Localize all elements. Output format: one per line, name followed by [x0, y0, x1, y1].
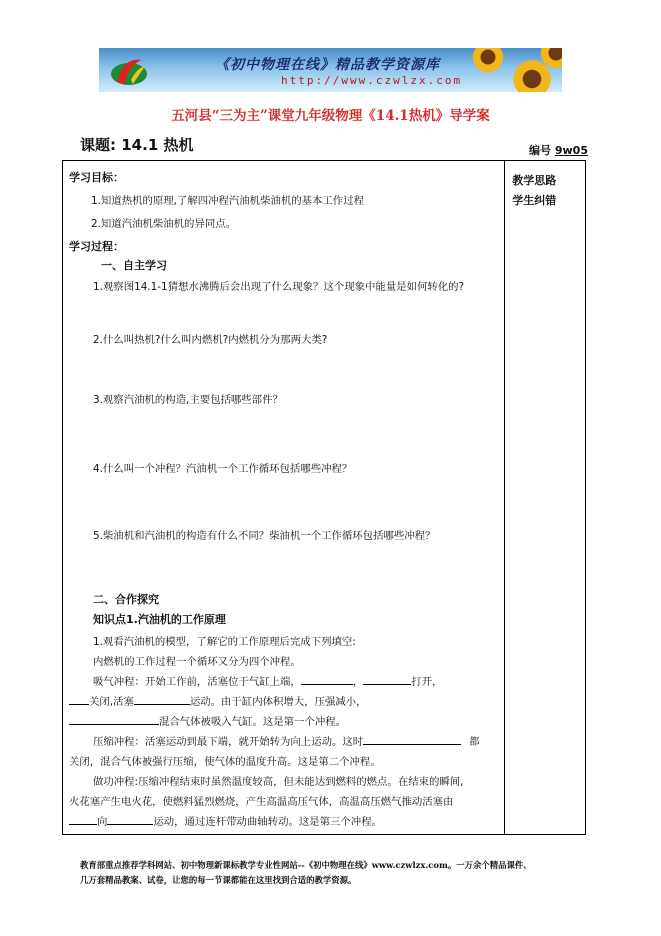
work-line-2: 火花塞产生电火花，使燃料猛烈燃烧，产生高温高压气体，高温高压燃气推动活塞由 — [69, 796, 454, 808]
serial-number — [529, 142, 588, 158]
compress-line-1: 压缩冲程：活塞运动到最下端，就开始转为向上运动。这时 都 — [93, 733, 480, 748]
question-item: 4.什么叫一个冲程？汽油机一个工作循环包括哪些冲程？ — [93, 463, 353, 475]
question-item: 3.观察汽油机的构造,主要包括哪些部件？ — [93, 394, 283, 406]
fill-blank[interactable] — [69, 813, 97, 825]
side-label-student-corrections: 学生纠错 — [512, 194, 557, 207]
fill-blank[interactable] — [134, 693, 190, 705]
knowledge-point: 知识点1.汽油机的工作原理 — [93, 613, 226, 626]
teacher-notes-column — [505, 161, 586, 835]
page-footer — [80, 858, 600, 888]
knowledge-line: 内燃机的工作过程一个循环又分为四个冲程。 — [93, 656, 301, 668]
worksheet-table — [62, 160, 586, 835]
fill-blank[interactable] — [69, 693, 89, 705]
banner-url[interactable]: http://www.czwlzx.com — [281, 74, 463, 87]
section-cooperation: 二、合作探究 — [93, 593, 159, 606]
side-label-teaching-ideas: 教学思路 — [512, 174, 557, 187]
topic-text: 14.1 热机 — [121, 136, 194, 154]
process-heading: 学习过程： — [69, 240, 124, 253]
serial-value: 9w05 — [554, 144, 588, 157]
question-item: 2.什么叫热机?什么叫内燃机?内燃机分为那两大类? — [93, 334, 328, 346]
fill-blank[interactable] — [363, 673, 411, 685]
site-banner — [99, 48, 562, 92]
worksheet-content — [63, 161, 505, 835]
footer-line: 教育部重点推荐学科网站、初中物理新课标教学专业性网站--《初中物理在线》www.czwlzx.com。一万余个精品课件、 — [80, 860, 532, 870]
goals-heading: 学习目标： — [69, 171, 124, 184]
intake-line-3: 混合气体被吸入气缸。这是第一个冲程。 — [69, 713, 346, 728]
topic-label: 课题 — [80, 136, 111, 154]
footer-line: 几万套精品教案、试卷，让您的每一节课都能在这里找到合适的教学资源。 — [80, 875, 357, 885]
fill-blank[interactable] — [69, 713, 159, 725]
intake-line-1: 吸气冲程：开始工作前，活塞位于气缸上端， ， 打开， — [93, 673, 442, 688]
knowledge-line: 1.观看汽油机的模型，了解它的工作原理后完成下列填空: — [93, 636, 356, 648]
serial-label: 编号 — [529, 144, 551, 157]
intake-line-2: 关闭,活塞 运动。由于缸内体积增大，压强减小， — [69, 693, 367, 708]
document-title: 五河县“三为主”课堂九年级物理《14.1热机》导学案 — [171, 108, 490, 124]
question-item: 5.柴油机和汽油机的构造有什么不同？柴油机一个工作循环包括哪些冲程？ — [93, 530, 436, 542]
compress-line-2: 关闭，混合气体被强行压缩，使气体的温度升高。这是第二个冲程。 — [69, 756, 381, 768]
fill-blank[interactable] — [363, 733, 461, 745]
sunflower-icon — [471, 48, 505, 74]
topic-line: 课题: 14.1 热机 — [80, 136, 194, 154]
goal-item: 1.知道热机的原理,了解四冲程汽油机柴油机的基本工作过程 — [91, 195, 364, 207]
site-logo-icon — [109, 54, 149, 88]
fill-blank[interactable] — [107, 813, 153, 825]
banner-title: 《初中物理在线》精品教学资源库 — [215, 57, 440, 73]
work-line-3: 向 运动，通过连杆带动曲轴转动。这是第三个冲程。 — [69, 813, 382, 828]
fill-blank[interactable] — [301, 673, 353, 685]
section-self-study: 一、自主学习 — [101, 259, 167, 272]
question-item: 1.观察图14.1-1猜想水沸腾后会出现了什么现象？这个现象中能量是如何转化的? — [93, 281, 465, 293]
goal-item: 2.知道汽油机柴油机的异同点。 — [91, 218, 236, 230]
work-line-1: 做功冲程:压缩冲程结束时虽然温度较高，但未能达到燃料的燃点。在结束的瞬间, — [93, 776, 464, 788]
